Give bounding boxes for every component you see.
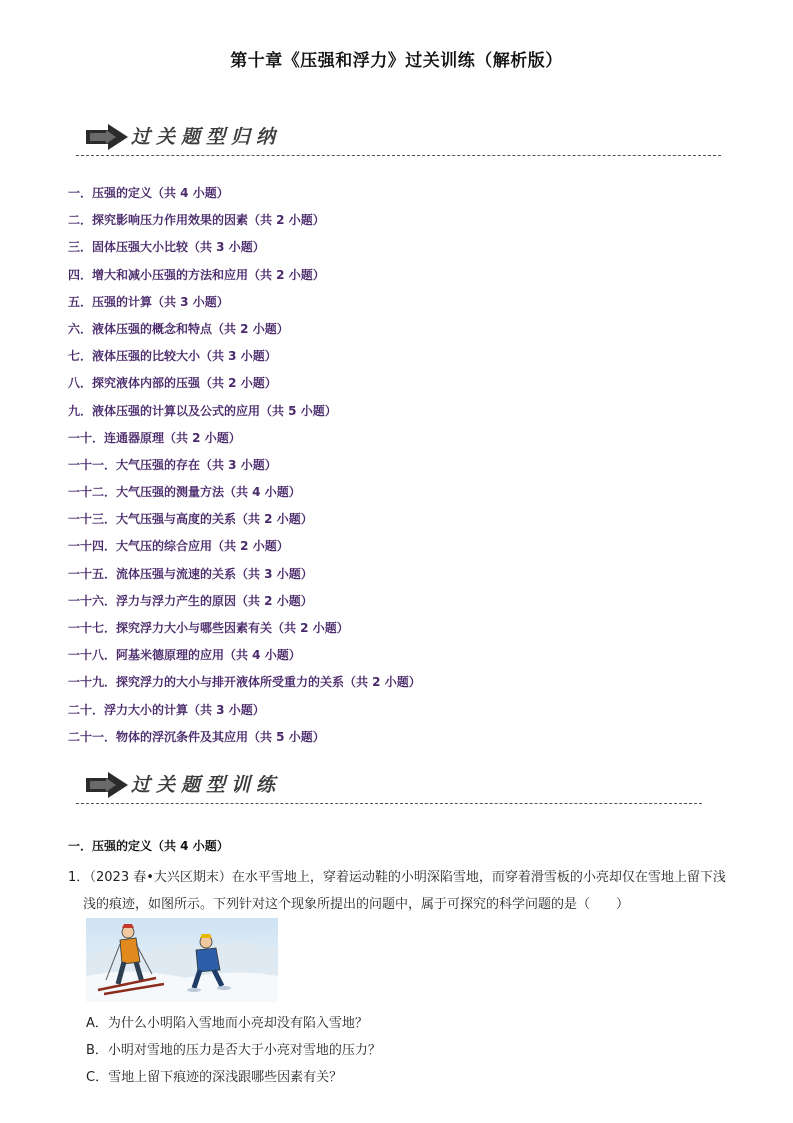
topic-item: 一十．连通器原理（共 2 小题）: [68, 430, 241, 445]
topic-item: 五．压强的计算（共 3 小题）: [68, 294, 229, 309]
topic-item: 四．增大和减小压强的方法和应用（共 2 小题）: [68, 267, 325, 282]
option-c: C．雪地上留下痕迹的深浅跟哪些因素有关？: [86, 1070, 343, 1085]
section-heading-training: 过关题型训练: [131, 774, 282, 796]
question-stem: （2023 春•大兴区期末）在水平雪地上，穿着运动鞋的小明深陷雪地，而穿着滑雪板的小亮却仅在雪地上留下浅浅的痕迹，如图所示。下列针对这个现象所提出的问题中，属于可探究的科学问题的是（ ）: [83, 870, 726, 912]
section-header-training: [76, 766, 702, 806]
topic-item: 一十三．大气压强与高度的关系（共 2 小题）: [68, 512, 313, 527]
section-header-summary: [76, 118, 721, 158]
topic-item: 三．固体压强大小比较（共 3 小题）: [68, 240, 265, 255]
option-b: B．小明对雪地的压力是否大于小亮对雪地的压力？: [86, 1043, 381, 1058]
topic-item: 一十一．大气压强的存在（共 3 小题）: [68, 457, 277, 472]
topic-list: [68, 183, 421, 754]
topic-item: 七．液体压强的比较大小（共 3 小题）: [68, 349, 277, 364]
topic-item: 一十六．浮力与浮力产生的原因（共 2 小题）: [68, 593, 313, 608]
section-heading-summary: 过关题型归纳: [131, 126, 282, 148]
topic-item: 一十二．大气压强的测量方法（共 4 小题）: [68, 485, 301, 500]
topic-item: 八．探究液体内部的压强（共 2 小题）: [68, 376, 277, 391]
topic-item: 九．液体压强的计算以及公式的应用（共 5 小题）: [68, 403, 337, 418]
topic-item: 六．液体压强的概念和特点（共 2 小题）: [68, 321, 289, 336]
topic-item: 一．压强的定义（共 4 小题）: [68, 186, 229, 200]
option-a: A．为什么小明陷入雪地而小亮却没有陷入雪地？: [86, 1016, 368, 1031]
topic-item: 一十四．大气压的综合应用（共 2 小题）: [68, 539, 289, 554]
skiers-illustration: [86, 918, 278, 1002]
arrow-icon: [86, 772, 128, 798]
question-1: [68, 864, 733, 918]
question-number: 1．: [68, 870, 90, 885]
topic-item: 二十．浮力大小的计算（共 3 小题）: [68, 702, 265, 717]
document-title: 第十章《压强和浮力》过关训练（解析版）: [230, 51, 563, 71]
topic-subheading: 一．压强的定义（共 4 小题）: [68, 839, 229, 853]
arrow-icon: [86, 124, 128, 150]
divider: [76, 803, 702, 804]
topic-item: 一十五．流体压强与流速的关系（共 3 小题）: [68, 566, 313, 581]
answer-options: [86, 1013, 381, 1094]
topic-item: 一十七．探究浮力大小与哪些因素有关（共 2 小题）: [68, 621, 349, 635]
topic-item: 二十一．物体的浮沉条件及其应用（共 5 小题）: [68, 729, 325, 744]
topic-item: 一十八．阿基米德原理的应用（共 4 小题）: [68, 648, 301, 663]
divider: [76, 155, 721, 156]
topic-item: 二．探究影响压力作用效果的因素（共 2 小题）: [68, 213, 325, 228]
topic-item: 一十九．探究浮力的大小与排开液体所受重力的关系（共 2 小题）: [68, 675, 421, 690]
